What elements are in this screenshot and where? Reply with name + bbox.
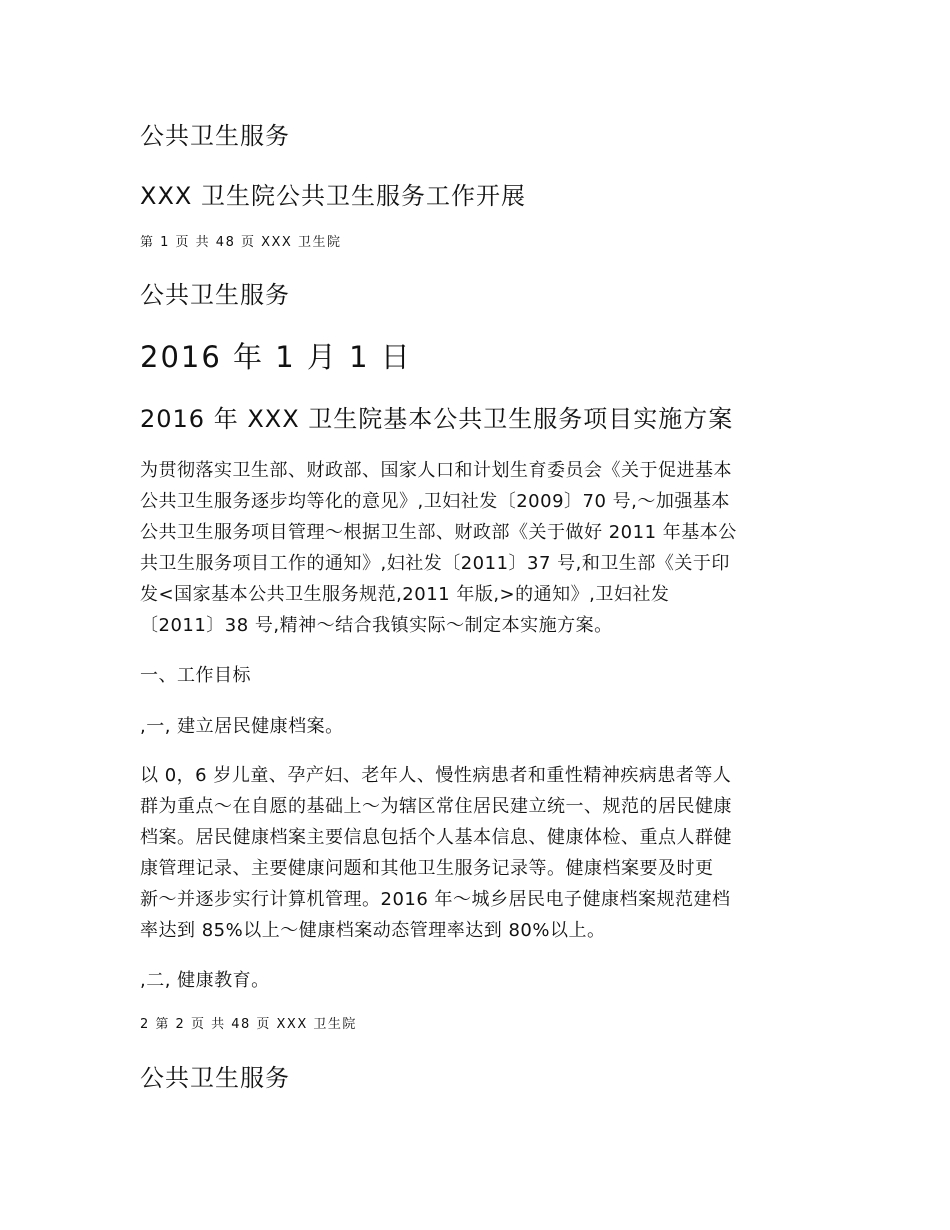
paragraph-line: 新～并逐步实行计算机管理。2016 年～城乡居民电子健康档案规范建档 — [140, 889, 731, 910]
paragraph-line: 公共卫生服务项目管理～根据卫生部、财政部《关于做好 2011 年基本公 — [140, 522, 737, 543]
paragraph-line: 康管理记录、主要健康问题和其他卫生服务记录等。健康档案要及时更 — [140, 858, 714, 879]
intro-paragraph — [140, 455, 820, 641]
running-header: 公共卫生服务 — [140, 122, 290, 150]
paragraph-line: 为贯彻落实卫生部、财政部、国家人口和计划生育委员会《关于促进基本 — [140, 460, 732, 481]
paragraph-line: 率达到 85%以上～健康档案动态管理率达到 80%以上。 — [140, 920, 606, 941]
subsection-heading: ,一, 建立居民健康档案。 — [140, 716, 344, 737]
page-footer: 2 第 2 页 共 48 页 XXX 卫生院 — [140, 1017, 357, 1032]
subsection-heading: ,二, 健康教育。 — [140, 970, 270, 991]
paragraph-line: 公共卫生服务逐步均等化的意见》,卫妇社发〔2009〕70 号,～加强基本 — [140, 491, 730, 512]
health-records-paragraph — [140, 760, 820, 946]
paragraph-line: 〔2011〕38 号,精神～结合我镇实际～制定本实施方案。 — [140, 615, 613, 636]
section-heading: 一、工作目标 — [140, 665, 251, 686]
running-header: 公共卫生服务 — [140, 281, 290, 309]
page-footer: 第 1 页 共 48 页 XXX 卫生院 — [140, 235, 342, 250]
document-date: 2016 年 1 月 1 日 — [140, 340, 412, 374]
document-title: XXX 卫生院公共卫生服务工作开展 — [140, 182, 526, 210]
paragraph-line: 发<国家基本公共卫生服务规范,2011 年版,>的通知》,卫妇社发 — [140, 584, 670, 605]
paragraph-line: 档案。居民健康档案主要信息包括个人基本信息、健康体检、重点人群健 — [140, 827, 732, 848]
paragraph-line: 共卫生服务项目工作的通知》,妇社发〔2011〕37 号,和卫生部《关于印 — [140, 553, 730, 574]
plan-title: 2016 年 XXX 卫生院基本公共卫生服务项目实施方案 — [140, 405, 734, 433]
running-header: 公共卫生服务 — [140, 1064, 290, 1092]
paragraph-line: 以 0，6 岁儿童、孕产妇、老年人、慢性病患者和重性精神疾病患者等人 — [140, 765, 732, 786]
paragraph-line: 群为重点～在自愿的基础上～为辖区常住居民建立统一、规范的居民健康 — [140, 796, 732, 817]
